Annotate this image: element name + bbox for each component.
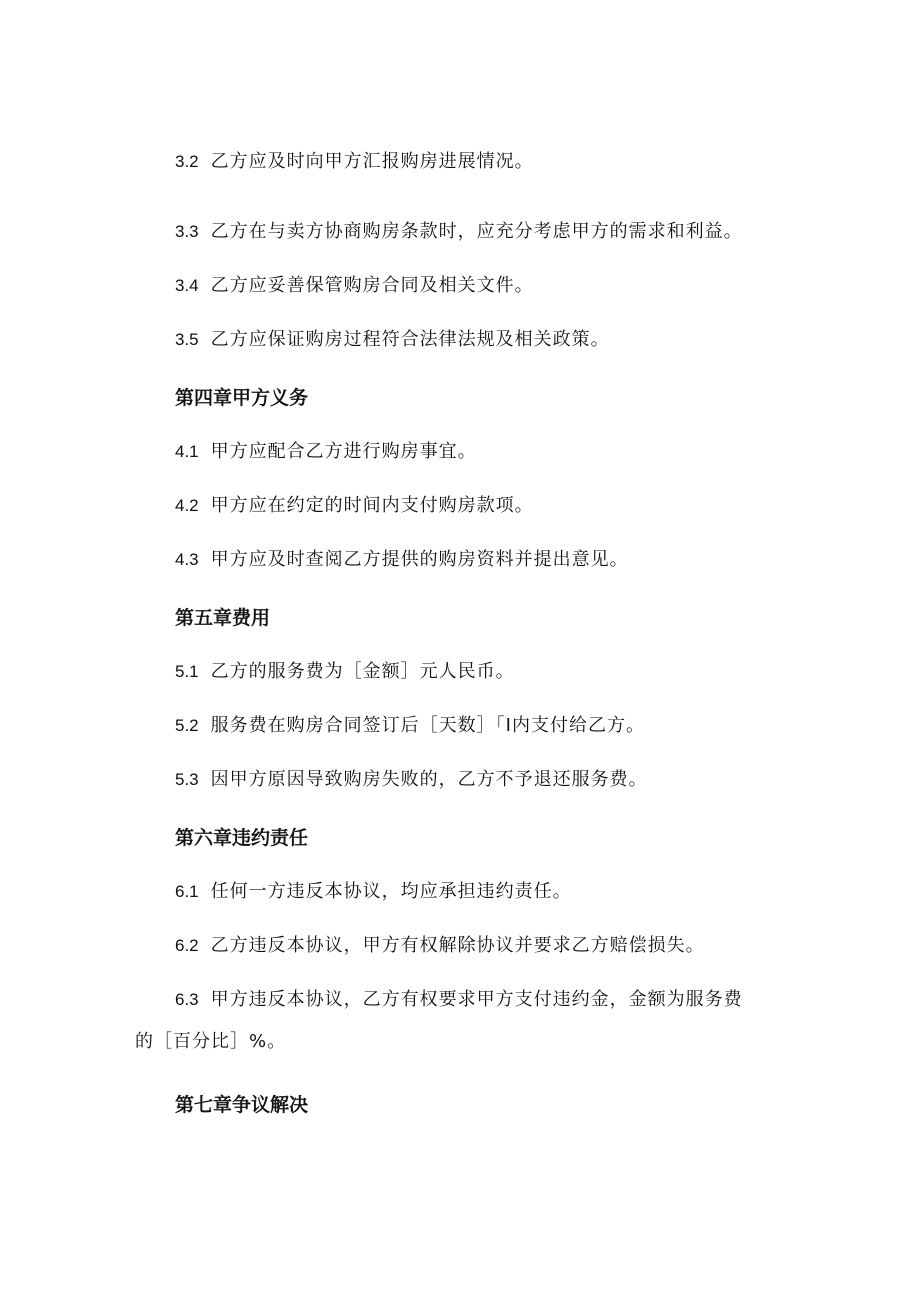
- clause-number: 6.1: [175, 882, 199, 901]
- clause-number: 3.5: [175, 330, 199, 349]
- clause-3-2: [175, 150, 534, 174]
- clause-6-1: [175, 880, 572, 904]
- clause-number: 3.4: [175, 276, 199, 295]
- clause-4-2: [175, 494, 534, 518]
- clause-text: 乙方违反本协议，甲方有权解除协议并要求乙方赔偿损失。: [210, 935, 705, 956]
- clause-text: 甲方应及时查阅乙方提供的购房资料并提出意见。: [210, 549, 629, 570]
- clause-text: 服务费在购房合同签订后［天数］「I内支付给乙方。: [210, 715, 645, 736]
- clause-text: 乙方应妥善保管购房合同及相关文件。: [210, 275, 534, 296]
- clause-text: 甲方应在约定的时间内支付购房款项。: [210, 495, 534, 516]
- clause-text: 甲方违反本协议，乙方有权要求甲方支付违约金，金额为服务费: [210, 989, 743, 1010]
- clause-text: 乙方应及时向甲方汇报购房进展情况。: [210, 151, 534, 172]
- clause-text: 乙方的服务费为［金额］元人民币。: [210, 661, 515, 682]
- clause-number: 6.3: [175, 990, 199, 1009]
- clause-number: 4.2: [175, 496, 199, 515]
- clause-3-5: [175, 328, 610, 352]
- chapter-heading: 第七章争议解决: [175, 1094, 309, 1116]
- clause-number: 5.1: [175, 662, 199, 681]
- clause-3-3: [175, 220, 743, 244]
- clause-4-1: [175, 440, 477, 464]
- clause-5-3: [175, 768, 648, 792]
- clause-6-3-continuation: 的［百分比］%。: [135, 1031, 287, 1052]
- clause-number: 4.3: [175, 550, 199, 569]
- clause-text: 任何一方违反本协议，均应承担违约责任。: [210, 881, 572, 902]
- clause-text: 甲方应配合乙方进行购房事宜。: [210, 441, 477, 462]
- clause-6-2: [175, 934, 705, 958]
- clause-5-2: [175, 714, 645, 738]
- clause-6-3: [175, 988, 743, 1012]
- clause-text: 因甲方原因导致购房失败的，乙方不予退还服务费。: [210, 769, 648, 790]
- clause-5-1: [175, 660, 515, 684]
- clause-3-4: [175, 274, 534, 298]
- chapter-heading: 第六章违约责任: [175, 827, 309, 849]
- chapter-heading: 第五章费用: [175, 607, 271, 629]
- clause-number: 5.2: [175, 716, 199, 735]
- clause-number: 3.2: [175, 152, 199, 171]
- clause-4-3: [175, 548, 629, 572]
- chapter-heading: 第四章甲方义务: [175, 387, 309, 409]
- clause-text: 乙方应保证购房过程符合法律法规及相关政策。: [210, 329, 610, 350]
- clause-number: 6.2: [175, 936, 199, 955]
- clause-number: 3.3: [175, 222, 199, 241]
- clause-number: 5.3: [175, 770, 199, 789]
- clause-number: 4.1: [175, 442, 199, 461]
- clause-text: 乙方在与卖方协商购房条款时，应充分考虑甲方的需求和利益。: [210, 221, 743, 242]
